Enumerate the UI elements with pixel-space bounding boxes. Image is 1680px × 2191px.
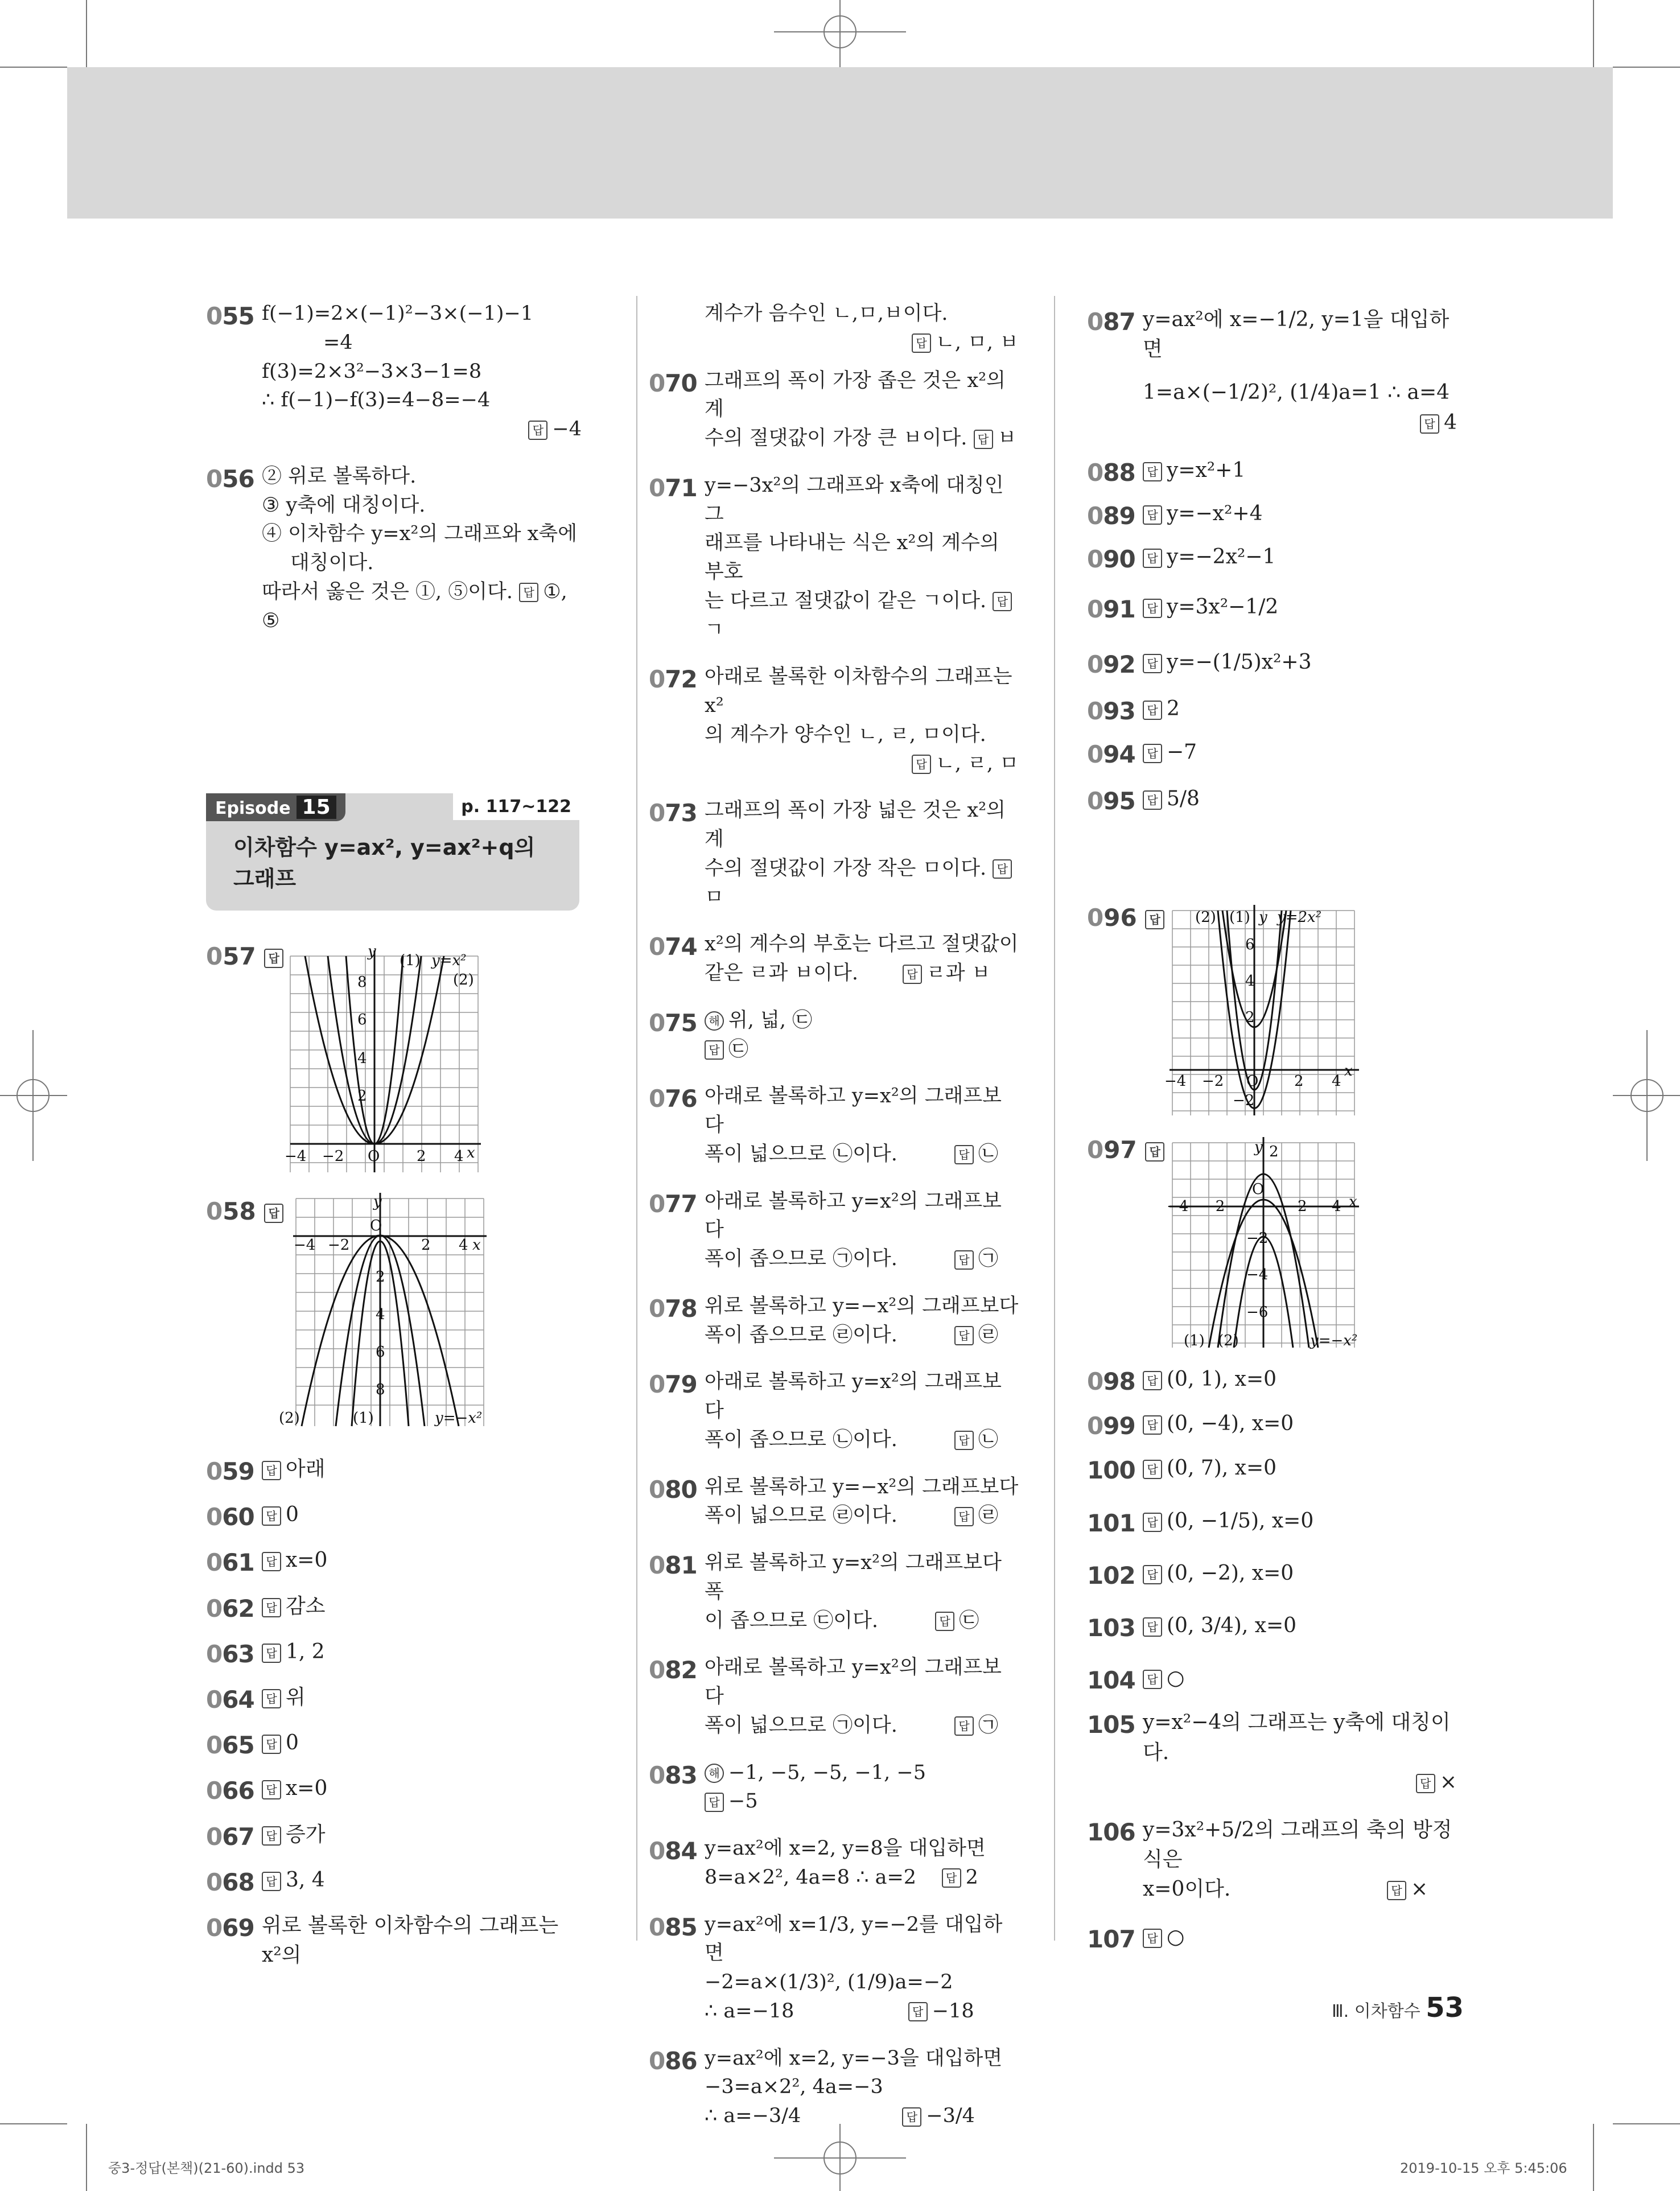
- item-103: 103 답 (0, 3/4), x=0: [1087, 1613, 1297, 1642]
- solution-line: f(−1)=2×(−1)²−3×(−1)−1: [262, 302, 534, 325]
- answer-icon: 답: [954, 1145, 974, 1164]
- answer-icon: 답: [954, 1431, 974, 1450]
- item-80: 080 위로 볼록하고 y=−x²의 그래프보다 폭이 넓으므로 ㉣이다. 답 ㉣: [649, 1475, 1019, 1527]
- chapter-label: Ⅲ. 이차함수 53: [1332, 1992, 1464, 2024]
- origin-label: O: [1252, 1181, 1265, 1198]
- column-1-short-answers: [206, 1455, 582, 1988]
- answer-icon: 답: [1143, 1371, 1162, 1390]
- answer-icon: 답: [993, 592, 1012, 611]
- item-number: 056: [206, 464, 254, 493]
- axis-label-x: x: [1349, 1193, 1357, 1210]
- answer-icon: 답: [1143, 1565, 1162, 1584]
- column-1: [206, 299, 582, 653]
- tick-y: −2: [1246, 1230, 1269, 1247]
- item-number: 055: [206, 302, 254, 330]
- answer-icon: 답: [262, 1461, 281, 1480]
- item-60: 060 답 0: [206, 1503, 299, 1531]
- item-94: 094 답 −7: [1087, 740, 1197, 768]
- item-98: 098 답 (0, 1), x=0: [1087, 1368, 1277, 1395]
- item-71: 071 y=−3x²의 그래프와 x축에 대칭인 그 래프를 나타내는 식은 x²의 계수의 부호 는 다르고 절댓값이 같은 ㄱ이다. 답ㄱ: [649, 471, 1019, 645]
- solution-line: ③ y축에 대칭이다.: [262, 493, 426, 517]
- answer-icon: 답: [903, 965, 922, 984]
- column-3: [1087, 305, 1457, 832]
- answer-icon: 답: [1143, 462, 1162, 481]
- answer-icon: 답: [1143, 1513, 1162, 1532]
- item-81: 081 위로 볼록하고 y=x²의 그래프보다 폭 이 좁으므로 ㉢이다. 답 ㉢: [649, 1551, 1002, 1632]
- hint-icon: 해: [705, 1011, 724, 1031]
- answer-icon: 답: [954, 1326, 974, 1345]
- origin-label: O: [1246, 1073, 1259, 1090]
- tick-y: 2: [1245, 1009, 1255, 1026]
- answer-icon: 답: [519, 583, 538, 602]
- solution-line: =4: [323, 331, 353, 354]
- solution-line: 대칭이다.: [290, 551, 374, 574]
- graph-58: [279, 1193, 507, 1432]
- answer-icon: 답: [954, 1716, 974, 1736]
- item-77: 077 아래로 볼록하고 y=x²의 그래프보다 폭이 좁으므로 ㉠이다. 답 ㉠: [649, 1189, 1002, 1270]
- item-89: 089 답 y=−x²+4: [1087, 501, 1263, 530]
- tick-y: −2: [1233, 1092, 1255, 1109]
- item-68: 068 답 3, 4: [206, 1868, 325, 1896]
- item-74: 074 x²의 계수의 부호는 다르고 절댓값이 같은 ㄹ과 ㅂ이다. 답 ㄹ과 ㅂ: [649, 933, 1019, 985]
- axis-label-y: y: [1259, 909, 1267, 926]
- item-76: 076 아래로 볼록하고 y=x²의 그래프보다 폭이 넓으므로 ㉡이다. 답 ㉡: [649, 1085, 1002, 1165]
- answer-icon: 답: [1145, 910, 1164, 929]
- item-102: 102 답 (0, −2), x=0: [1087, 1561, 1294, 1589]
- curve-equation: y=−x²: [435, 1410, 483, 1427]
- answer-icon: 답: [262, 1644, 281, 1663]
- curve-label-1: (1): [1229, 909, 1250, 926]
- item-107: 107 답 ○: [1087, 1925, 1185, 1954]
- tick-x: O: [368, 1148, 380, 1165]
- tick-x: −4: [1167, 1198, 1189, 1215]
- answer-icon: 답: [1143, 1617, 1162, 1637]
- curve-equation: y=−x²: [1310, 1332, 1358, 1349]
- column-divider-1: [636, 296, 637, 1941]
- answer-icon: 답: [262, 1598, 281, 1617]
- episode-number: 15: [297, 796, 336, 819]
- tick-y: 8: [357, 974, 367, 991]
- answer-icon: 답: [1143, 599, 1162, 618]
- item-70: 070 그래프의 폭이 가장 좁은 것은 x²의 계 수의 절댓값이 가장 큰 ㅂ이다. 답 ㅂ: [649, 369, 1017, 450]
- item-56: [206, 462, 582, 636]
- solution-line: ② 위로 볼록하다.: [262, 464, 417, 488]
- tick-x: 4: [454, 1148, 464, 1165]
- answer-icon: 답: [954, 1507, 974, 1526]
- episode-header: [206, 793, 579, 911]
- tick-x: −2: [322, 1148, 344, 1165]
- tick-x: 4: [1332, 1198, 1341, 1215]
- answer-icon: 답: [908, 2002, 928, 2021]
- file-name: 중3-정답(본책)(21-60).indd 53: [108, 2160, 305, 2176]
- item-91: 091 답 y=3x²−1/2: [1087, 595, 1279, 624]
- tick-x: 2: [1294, 1073, 1304, 1090]
- solution-line: ∴ f(−1)−f(3)=4−8=−4: [262, 389, 491, 412]
- tick-x: −2: [1202, 1073, 1224, 1090]
- answer-icon: 답: [1416, 1774, 1435, 1793]
- item-90: 090 답 y=−2x²−1: [1087, 545, 1276, 574]
- answer-icon: 답: [1143, 790, 1162, 810]
- answer-icon: 답: [1143, 1460, 1162, 1479]
- tick-y: 6: [1245, 936, 1255, 953]
- item-93: 093 답 2: [1087, 697, 1180, 725]
- answer-icon: 답: [528, 421, 547, 440]
- item-79: 079 아래로 볼록하고 y=x²의 그래프보다 폭이 좁으므로 ㉡이다. 답 ㉡: [649, 1370, 1002, 1451]
- item-96-number: 096 답: [1087, 904, 1169, 932]
- item-69: 069 위로 볼록한 이차함수의 그래프는 x²의: [206, 1913, 559, 1967]
- item-106: 106 y=3x²+5/2의 그래프의 축의 방정식은 x=0이다. 답 ×: [1087, 1818, 1452, 1901]
- answer-icon: 답: [705, 1793, 724, 1812]
- answer-icon: 답: [974, 430, 993, 449]
- answer-icon: 답: [1420, 414, 1439, 434]
- item-100: 100 답 (0, 7), x=0: [1087, 1456, 1277, 1485]
- axis-label-x: x: [1344, 1062, 1353, 1080]
- tick-y: 4: [376, 1306, 385, 1323]
- tick-y: 4: [1245, 973, 1255, 990]
- item-97-number: 097 답: [1087, 1136, 1169, 1164]
- curve-equation: y=2x²: [1277, 909, 1322, 926]
- item-105: 105 y=x²−4의 그래프는 y축에 대칭이다. 답 ×: [1087, 1711, 1457, 1794]
- solution-line: ④ 이차함수 y=x²의 그래프와 x축에: [262, 522, 578, 546]
- item-92: 092 답 y=−(1/5)x²+3: [1087, 650, 1312, 678]
- graph-97: [1161, 1137, 1389, 1353]
- answer-icon: 답: [264, 1204, 283, 1223]
- answer-icon: 답: [262, 1689, 281, 1708]
- answer-line: 따라서 옳은 것은 ①, ⑤이다. 답 ①, ⑤: [262, 580, 567, 632]
- tick-x: 2: [417, 1148, 426, 1165]
- answer-icon: 답: [262, 1552, 281, 1571]
- tick-y: 2: [357, 1088, 367, 1105]
- item-84: 084 y=ax²에 x=2, y=8을 대입하면 8=a×2², 4a=8 ∴ a=2 답 2: [649, 1837, 986, 1889]
- tick-x: −4: [285, 1148, 307, 1165]
- curve-label-1: (1): [1184, 1332, 1205, 1349]
- tick-x: −2: [328, 1237, 350, 1254]
- answer-icon: 답: [1143, 1415, 1162, 1435]
- axis-label-x: x: [472, 1237, 481, 1254]
- tick-x: −4: [1164, 1073, 1187, 1090]
- tick-x: 2: [1298, 1198, 1307, 1215]
- tick-x: 4: [459, 1237, 468, 1254]
- tick-x: −4: [294, 1237, 316, 1254]
- answer-icon: 답: [1143, 505, 1162, 525]
- column-2: [649, 299, 1019, 2149]
- tick-y: 4: [357, 1050, 367, 1067]
- answer-icon: 답: [1143, 654, 1162, 673]
- tick-y: 6: [376, 1344, 385, 1361]
- answer-icon: 답: [1143, 744, 1162, 763]
- graph-57: [285, 939, 489, 1178]
- episode-tag: Episode 15: [206, 793, 345, 821]
- answer-icon: 답: [262, 1826, 281, 1846]
- item-104: 104 답 ○: [1087, 1666, 1185, 1695]
- episode-title: 이차함수 y=ax², y=ax²+q의 그래프: [233, 835, 536, 892]
- item-58-number: 058 답: [206, 1197, 288, 1225]
- tick-y: 8: [376, 1381, 385, 1398]
- episode-pages: p. 117~122: [453, 793, 579, 820]
- answer-icon: 답: [912, 755, 931, 774]
- hint-icon: 해: [705, 1764, 724, 1783]
- tick-y: 6: [357, 1011, 367, 1028]
- curve-label-1: (1): [353, 1410, 374, 1427]
- item-78: 078 위로 볼록하고 y=−x²의 그래프보다 폭이 좁으므로 ㉣이다. 답 ㉣: [649, 1294, 1019, 1346]
- column-3-lower: [1087, 1365, 1457, 1971]
- answer-icon: 답: [262, 1780, 281, 1799]
- answer-icon: 답: [993, 859, 1012, 879]
- axis-label-x: x: [467, 1144, 475, 1162]
- answer-icon: 답: [264, 949, 283, 968]
- origin-label: O: [370, 1217, 382, 1234]
- answer-icon: 답: [1143, 1929, 1162, 1948]
- solution-line: f(3)=2×3²−3×3−1=8: [262, 360, 482, 383]
- curve-equation: y=x²: [431, 952, 467, 969]
- answer: 답 −4: [262, 415, 582, 444]
- item-73: 073 그래프의 폭이 가장 넓은 것은 x²의 계 수의 절댓값이 가장 작은 ㅁ이다. 답ㅁ: [649, 796, 1019, 912]
- item-95: 095 답 5/8: [1087, 787, 1200, 816]
- item-75: 075 해 위, 넓, ㉢ 답 ㉢: [649, 1008, 813, 1061]
- item-69-continued: 계수가 음수인 ㄴ,ㅁ,ㅂ이다. 답 ㄴ, ㅁ, ㅂ: [705, 302, 1019, 354]
- item-82: 082 아래로 볼록하고 y=x²의 그래프보다 폭이 넓으므로 ㉠이다. 답 ㉠: [649, 1656, 1002, 1737]
- tick-x: 4: [1332, 1073, 1341, 1090]
- answer-icon: 답: [1145, 1142, 1164, 1162]
- item-67: 067 답 증가: [206, 1822, 326, 1851]
- answer-icon: 답: [954, 1250, 974, 1270]
- tick-x: −2: [1203, 1198, 1225, 1215]
- item-87: 087 y=ax²에 x=−1/2, y=1을 대입하면 1=a×(−1/2)², (1/4)a=1 ∴ a=4 답 4: [1087, 308, 1457, 434]
- column-divider-2: [1054, 296, 1055, 1941]
- item-65: 065 답 0: [206, 1731, 299, 1760]
- item-86: 086 y=ax²에 x=2, y=−3을 대입하면 −3=a×2², 4a=−3 ∴ a=−3/4 답 −3/4: [649, 2046, 1003, 2127]
- item-99: 099 답 (0, −4), x=0: [1087, 1412, 1294, 1440]
- item-88: 088 답 y=x²+1: [1087, 458, 1246, 487]
- curve-label-2: (2): [1195, 909, 1216, 926]
- answer-icon: 답: [902, 2107, 921, 2127]
- item-62: 062 답 감소: [206, 1594, 326, 1622]
- answer-icon: 답: [912, 333, 931, 353]
- answer-icon: 답: [1387, 1881, 1406, 1900]
- curve-label-2: (2): [1218, 1332, 1239, 1349]
- item-83: 083 해 −1, −5, −5, −1, −5 답 −5: [649, 1761, 926, 1813]
- curve-label-2: (2): [453, 971, 474, 989]
- graph-96: [1161, 905, 1377, 1121]
- answer-icon: 답: [262, 1735, 281, 1754]
- item-57-number: 057 답: [206, 942, 288, 970]
- tick-y: 2: [1269, 1143, 1279, 1160]
- tick-y: −4: [1246, 1266, 1269, 1283]
- axis-label-y: y: [1254, 1139, 1263, 1156]
- answer-icon: 답: [935, 1612, 954, 1631]
- item-55: [206, 299, 582, 444]
- answer-icon: 답: [1143, 701, 1162, 720]
- answer-icon: 답: [705, 1040, 724, 1060]
- answer-icon: 답: [942, 1868, 961, 1888]
- curve-label-1: (1): [400, 952, 421, 969]
- answer-icon: 답: [262, 1872, 281, 1891]
- item-66: 066 답 x=0: [206, 1777, 328, 1805]
- item-101: 101 답 (0, −1/5), x=0: [1087, 1509, 1314, 1537]
- item-72: 072 아래로 볼록한 이차함수의 그래프는 x² 의 계수가 양수인 ㄴ, ㄹ, ㅁ이다. 답 ㄴ, ㄹ, ㅁ: [649, 665, 1019, 775]
- page-number: 53: [1426, 1992, 1464, 2024]
- print-date: 2019-10-15 오후 5:45:06: [1400, 2160, 1567, 2176]
- tick-y: 2: [376, 1269, 385, 1286]
- item-63: 063 답 1, 2: [206, 1640, 325, 1668]
- answer-icon: 답: [262, 1506, 281, 1526]
- tick-y: −6: [1246, 1304, 1269, 1321]
- axis-label-y: y: [373, 1193, 382, 1210]
- item-61: 061 답 x=0: [206, 1548, 328, 1577]
- curve-label-2: (2): [279, 1410, 300, 1427]
- answer-icon: 답: [1143, 1670, 1162, 1689]
- axis-label-y: y: [368, 943, 376, 960]
- item-59: 059 답 아래: [206, 1457, 326, 1485]
- tick-x: 2: [421, 1237, 431, 1254]
- item-64: 064 답 위: [206, 1685, 306, 1714]
- item-85: 085 y=ax²에 x=1/3, y=−2를 대입하면 −2=a×(1/3)², (1/9)a=−2 ∴ a=−18 답 −18: [649, 1913, 1003, 2023]
- answer-icon: 답: [1143, 549, 1162, 568]
